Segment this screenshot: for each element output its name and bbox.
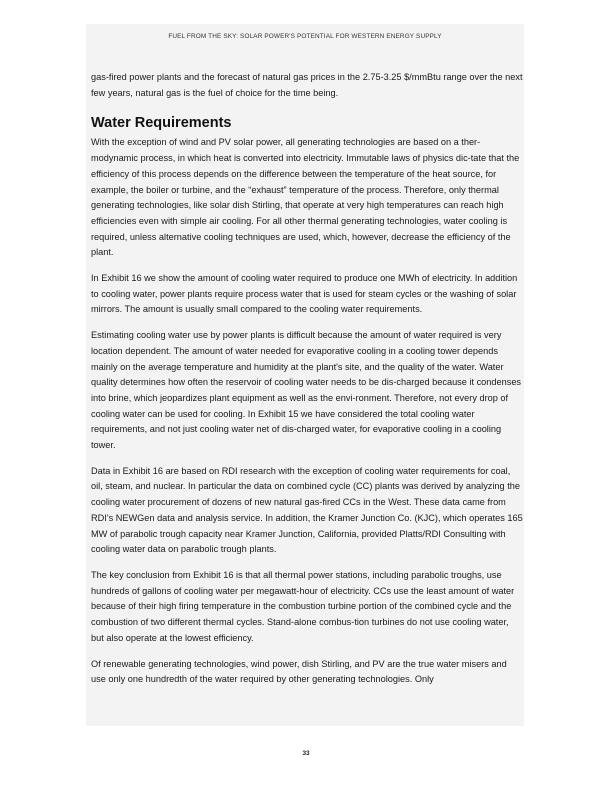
body-paragraph: With the exception of wind and PV solar power, all generating technologies are based on a ther-modynamic process, in which heat is converted into electricity. Immutable laws of physics dic-tate that the efficiency of this process depends on the difference between the temperature of the heat source, for example, the boiler or turbine, and the “exhaust” temperature of the process. Therefore, only thermal generating technologies, like solar dish Stirling, that operate at very high temperatures can reach high efficiencies even with simple air cooling. For all other thermal generating technologies, water cooling is required, unless alternative cooling techniques are used, which, however, decrease the efficiency of the plant. — [91, 137, 520, 258]
body-paragraph: The key conclusion from Exhibit 16 is that all thermal power stations, including parabolic troughs, use hundreds of gallons of cooling water per megawatt-hour of electricity. CCs use the least amount of water because of their high firing temperature in the combustion turbine portion of the combined cycle and the combustion of two different thermal cycles. Stand-alone combus-tion turbines do not use cooling water, but also operate at the lowest efficiency. — [91, 569, 515, 643]
page-number: 33 — [302, 750, 310, 757]
document-body — [91, 70, 523, 698]
body-paragraph: In Exhibit 16 we show the amount of cooling water required to produce one MWh of electricity. In addition to cooling water, power plants require process water that is used for steam cycles or the washing of solar mirrors. The amount is usually small compared to the cooling water requirements. — [91, 273, 518, 315]
body-paragraph: Data in Exhibit 16 are based on RDI research with the exception of cooling water requirements for coal, oil, steam, and nuclear. In particular the data on combined cycle (CC) plants was derived by analyzing the cooling water procurement of dozens of new natural gas-fired CCs in the West. These data came from RDI's NEWGen data and analysis service. In addition, the Kramer Junction Co. (KJC), which operates 165 MW of parabolic trough capacity near Kramer Junction, California, provided Platts/RDI Consulting with cooling water data on parabolic trough plants. — [91, 465, 523, 555]
intro-paragraph: gas-fired power plants and the forecast of natural gas prices in the 2.75-3.25 $/mmBtu range over the next few years, natural gas is the fuel of choice for the time being. — [91, 72, 523, 98]
running-header: FUEL FROM THE SKY: SOLAR POWER'S POTENTIAL FOR WESTERN ENERGY SUPPLY — [168, 33, 442, 40]
body-paragraph: Of renewable generating technologies, wind power, dish Stirling, and PV are the true water misers and use only one hundredth of the water required by other generating technologies. Only — [91, 658, 507, 685]
section-heading: Water Requirements — [91, 115, 232, 132]
body-paragraph: Estimating cooling water use by power plants is difficult because the amount of water required is very location dependent. The amount of water needed for evaporative cooling in a cooling tower depends mainly on the average temperature and humidity at the plant's site, and the quality of the water. Water quality determines how often the reservoir of cooling water needs to be dis-charged because it condenses into brine, which jeopardizes plant equipment as well as the envi-ronment. Therefore, not every drop of cooling water can be used for cooling. In Exhibit 15 we have considered the total cooling water requirements, and not just cooling water net of dis-charged water, for evaporative cooling in a cooling tower. — [91, 330, 522, 451]
